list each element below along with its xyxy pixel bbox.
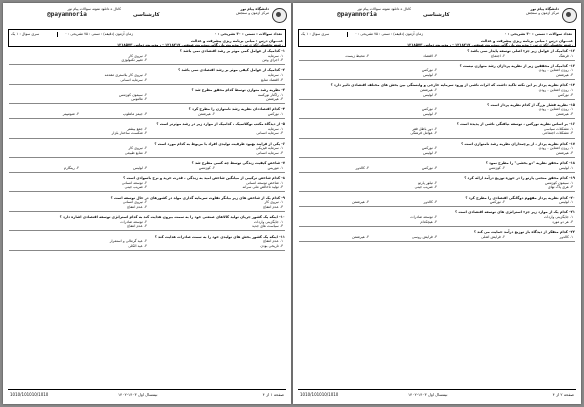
answer-option: ۱. روزن اشتاین - رودن bbox=[538, 146, 573, 151]
answer-option: ۴. تغییر تکنولوژی bbox=[121, 58, 147, 63]
question-divider bbox=[9, 157, 285, 158]
question-divider bbox=[299, 138, 575, 139]
answer-option: ۲. توسعه انسانی bbox=[121, 180, 147, 185]
exam-info-box bbox=[8, 29, 286, 47]
answer-option: ۳. اجرای ومن bbox=[262, 58, 283, 63]
university-logo-icon bbox=[272, 8, 287, 23]
page-footer bbox=[8, 389, 286, 400]
question-divider bbox=[299, 60, 575, 61]
answer-option: ۳. اقتصاد منابع bbox=[261, 77, 283, 82]
answer-option: ۲. تیلور پارتو bbox=[418, 180, 437, 185]
answer-options bbox=[299, 127, 575, 136]
question-item bbox=[9, 68, 285, 84]
exam-code: 1010/101010/1010 bbox=[10, 392, 49, 397]
course-field: رشته تحصیلی/کد درس : مدیریت بازرگانی،مدیریت صنعتی ۱۲۱۸۲۱۷ - ، مدیریت دولتی ۱۲۱۸۵۷۳ bbox=[406, 43, 573, 47]
answer-option: ۴. منابع طبیعی bbox=[124, 150, 147, 155]
question-item bbox=[9, 235, 285, 251]
question-text: ۱۸- کدام محقق نظریه "دو بخشی" را مطرح نمود ؟ bbox=[485, 161, 575, 166]
question-text: ۱- کدامیک از عوامل کمی موثر بر رشد اقتصادی نمی باشد ؟ bbox=[179, 49, 285, 53]
page-number: صفحه ۲ از ۴ bbox=[552, 392, 574, 397]
answer-option: ۴. مالتوس bbox=[131, 97, 147, 102]
answer-option: ۱. عدم انتفاع bbox=[263, 239, 283, 244]
answer-option: ۲. نورکس bbox=[421, 146, 437, 151]
question-divider bbox=[299, 157, 575, 158]
answer-option: ۱. نورکس bbox=[267, 112, 283, 116]
answer-option: ۱. شاخص توسعه انسانی bbox=[245, 180, 283, 185]
answer-option: ۳. تولید ناخالص ملی سرانه bbox=[242, 185, 283, 190]
answer-option: ۳. هر دو مورد bbox=[552, 219, 573, 224]
answer-options bbox=[299, 235, 575, 240]
university-block bbox=[485, 7, 575, 16]
answer-option: ۴. لوئیس bbox=[423, 150, 437, 155]
question-divider bbox=[9, 103, 285, 104]
question-item bbox=[299, 176, 575, 192]
question-divider bbox=[299, 191, 575, 192]
answer-options bbox=[9, 73, 285, 82]
question-text: ۵- از دیدگاه مکتب نوکلاسیک ، کدامیک از موارد زیر در رشد موثرتر است ؟ bbox=[156, 122, 285, 127]
answer-option: ۲. کوزنتس bbox=[198, 165, 215, 170]
answer-option: ۱. سرمایه فیزیکی bbox=[255, 146, 283, 151]
question-item bbox=[299, 142, 575, 158]
question-divider bbox=[9, 64, 285, 65]
answer-option: ۴. عید الکلی bbox=[128, 243, 147, 248]
question-divider bbox=[9, 230, 285, 231]
channel-branding bbox=[303, 7, 411, 18]
answer-option: ۱. موریس bbox=[267, 165, 283, 170]
question-item bbox=[9, 176, 285, 192]
question-divider bbox=[9, 211, 285, 212]
answer-option: ۲. عید گرمالی و استمرار bbox=[109, 239, 147, 244]
page-number: صفحه ۱ از ۴ bbox=[262, 392, 284, 397]
answer-options bbox=[9, 181, 285, 190]
answer-option: ۳. سرمایه انسانی bbox=[256, 131, 283, 136]
answer-options bbox=[9, 54, 285, 63]
semester: نیمسال اول ۱۴۰۳-۱۴۰۲ bbox=[408, 392, 448, 397]
question-text: ۱۴- کدام نظریه پرداز بر این نکته تاکید داشت که اثرات ناشی از ورود سرمایه خارجی و وابستگی بین بخش های مختلف اقتصادی تاثیر دارد ؟ bbox=[330, 83, 575, 88]
question-text: ۱۱- اینکه یک کشور بخش های تولیدی خود را به سمت صادرات هدایت کند ؟ bbox=[154, 234, 285, 239]
answer-option: ۱. سرمایه bbox=[267, 53, 283, 58]
question-text: ۲۱- کدام یک از موارد زیر جزء استراتژی های توسعه اقتصادی است ؟ bbox=[455, 210, 575, 215]
answer-options bbox=[9, 146, 285, 155]
question-item bbox=[299, 210, 575, 226]
question-divider bbox=[9, 191, 285, 192]
answer-options bbox=[9, 127, 285, 136]
answer-option: ۱. سرمایه bbox=[267, 126, 283, 131]
page-header bbox=[9, 7, 285, 27]
answer-option: ۲. جمع بیشتر bbox=[127, 126, 147, 131]
answer-option: ۲. هیرشمن bbox=[419, 87, 437, 92]
answer-option: ۴. هیچکدام bbox=[420, 219, 437, 224]
course-title: عنـــوان درس : مبانی برنامه ریزی پیشرفت و عدالت bbox=[480, 39, 573, 43]
answer-option: ۳. نورکس bbox=[421, 165, 437, 170]
question-list bbox=[9, 49, 285, 384]
answer-option: ۱. روزن اشتاین - رودن bbox=[538, 68, 573, 73]
answer-option: ۳. هیرشمن bbox=[265, 97, 283, 102]
degree-title: کارشناسی bbox=[133, 12, 160, 18]
answer-option: ۱. لوئیس bbox=[559, 165, 573, 170]
question-divider bbox=[299, 206, 575, 207]
answer-option: ۴. هیرشمن bbox=[351, 200, 369, 205]
answer-option: ۲. نورکس bbox=[421, 107, 437, 112]
answer-option: ۴. عدم انتفاع bbox=[127, 224, 147, 229]
answer-option: ۴. شکست ساختار بلزار bbox=[111, 131, 147, 136]
answer-option: ۱. لوئیس bbox=[559, 200, 573, 205]
exam-page-right bbox=[293, 3, 581, 404]
answer-option: ۲. توسعه صادرات bbox=[120, 219, 147, 224]
question-text: ۲۲- کدام متفکر از دیدگاه باز توزیع درآمد حمایت می کند ؟ bbox=[473, 229, 575, 234]
question-item bbox=[299, 83, 575, 99]
answer-option: ۱. فرهنگ bbox=[558, 53, 573, 58]
question-divider bbox=[299, 241, 575, 242]
answer-options bbox=[9, 112, 285, 117]
question-text: ۲۰- کدام نظریه پرداز مفهوم دوگانگی اقتصادی را مطرح کرد ؟ bbox=[465, 195, 575, 200]
question-divider bbox=[299, 172, 575, 173]
answer-option: ۴. شومپیتر bbox=[62, 112, 79, 116]
answer-option: ۴. سرمایه انسانی bbox=[120, 77, 147, 82]
question-item bbox=[299, 230, 575, 242]
question-divider bbox=[9, 118, 285, 119]
exam-code: 1010/101010/1010 bbox=[300, 392, 339, 397]
question-text: ۶- یکی از فرایند بهبود ظرفیت تولیدی افراد با مربوط به کدام مورد است ؟ bbox=[154, 141, 285, 146]
answer-options bbox=[299, 166, 575, 171]
question-item bbox=[9, 88, 285, 104]
question-item bbox=[9, 161, 285, 173]
answer-option: ۳. اقتصاد bbox=[423, 53, 437, 58]
answer-option: ۴. رینگارم bbox=[63, 165, 79, 170]
answer-option: ۴. لوئیس bbox=[423, 73, 437, 78]
question-divider bbox=[9, 138, 285, 139]
question-text: ۱۳- کدامیک از محققین زیر از نظریه پردازان رشد متوازن نیست ؟ bbox=[459, 63, 575, 68]
answer-option: ۱. روزن اشتاین - رودن bbox=[538, 87, 573, 92]
exam-info-box bbox=[298, 29, 576, 47]
university-name: دانشگاه پیام نور bbox=[240, 7, 269, 11]
answer-option: ۴. محیط زیست bbox=[345, 53, 369, 58]
answer-option: ۲. نیروی کار bbox=[128, 146, 147, 151]
course-field: رشته تحصیلی/کد درس : مدیریت بازرگانی،مدیریت صنعتی ۱۲۱۸۲۱۷ - ، مدیریت دولتی ۱۲۱۸۵۷۳ bbox=[116, 43, 283, 47]
question-text: ۱۰- اینکه یک کشور جریان تولید کالاهای صنعتی خود را به سمت بیرون هدایت کند به کدام استراتژی توسعه اقتصادی اشاره دارد ؟ bbox=[59, 215, 285, 220]
answer-option: ۳. کالدور bbox=[423, 200, 437, 205]
answer-options bbox=[9, 220, 285, 229]
answer-option: ۲. نیروی انسانی bbox=[122, 200, 147, 205]
answer-option: ۴. ضریب جینی bbox=[414, 185, 437, 190]
channel-branding bbox=[13, 7, 121, 18]
answer-option: ۲. دور باطل فقر bbox=[412, 126, 437, 131]
question-item bbox=[299, 122, 575, 138]
exam-duration: زمان آزمون (دقیقه) : تستی : ۷۵ تشریحی : ۰ bbox=[355, 32, 424, 36]
question-text: ۳- نظریه رشد متوازن توسط کدام محقق مطرح شد ؟ bbox=[191, 87, 285, 92]
channel-tagline: کانال ه دانلود نمونه سوالات پیام نور bbox=[67, 7, 121, 11]
answer-option: ۱. راگنار نورکسه bbox=[257, 92, 283, 97]
answer-option: ۴. لوئیس bbox=[423, 92, 437, 97]
question-text: ۴- کدام اقتصاددان نظریه رشد نامتوازن را مطرح کرد ؟ bbox=[188, 107, 285, 112]
answer-options bbox=[299, 54, 575, 59]
degree-title: کارشناسی bbox=[423, 12, 450, 18]
question-item bbox=[299, 196, 575, 208]
answer-option: ۴. هیرشمن bbox=[351, 234, 369, 239]
course-title: عنـــوان درس : مبانی برنامه ریزی پیشرفت و عدالت bbox=[190, 39, 283, 43]
answer-option: ۳. سیاست های جدید bbox=[251, 224, 283, 229]
question-item bbox=[299, 103, 575, 119]
question-item bbox=[299, 161, 575, 173]
university-name: دانشگاه پیام نور bbox=[530, 7, 559, 11]
answer-option: ۱. سرمایه bbox=[267, 73, 283, 78]
exam-page-left bbox=[3, 3, 291, 404]
semester: نیمسال اول ۱۴۰۳-۱۴۰۲ bbox=[118, 392, 158, 397]
answer-option: ۳. هری پاگ نهای bbox=[547, 185, 573, 190]
page-footer bbox=[298, 389, 576, 400]
question-item bbox=[9, 107, 285, 119]
question-text: ۱۹- کدام محقق منحنی پارتو را در حوزه توزیع درآمد ارائه کرد ؟ bbox=[464, 176, 575, 181]
answer-option: ۱. روزن اشتاین - رودن bbox=[538, 107, 573, 112]
answer-option: ۴. عدم انتفاع bbox=[127, 204, 147, 209]
question-text: ۷- شاخص کیفیت زندگی توسط چه کسی مطرح شد ؟ bbox=[191, 161, 285, 166]
answer-option: ۳. سرمایه انسانی bbox=[256, 150, 283, 155]
question-series: سری سوال : ۱ یک bbox=[11, 32, 58, 37]
channel-handle[interactable]: @payamnoria bbox=[47, 11, 87, 19]
answer-option: ۱. کالدور bbox=[559, 234, 573, 239]
exam-duration: زمان آزمون (دقیقه) : تستی : ۷۵ تشریحی : ۰ bbox=[65, 32, 134, 36]
question-series: سری سوال : ۱ یک bbox=[301, 32, 348, 37]
question-item bbox=[9, 142, 285, 158]
answer-option: ۲. نورکس bbox=[489, 200, 505, 205]
answer-option: ۲. نیروی کار بلاستری مقدمه bbox=[104, 73, 147, 78]
question-item bbox=[299, 49, 575, 61]
answer-option: ۳. هیرشمن bbox=[555, 73, 573, 78]
answer-options bbox=[9, 93, 285, 102]
answer-option: ۳. عدم انتفاع bbox=[263, 204, 283, 209]
answer-option: ۲. فرایش اشلی bbox=[481, 234, 505, 239]
answer-option: ۱. جایگزینی واردات bbox=[543, 215, 573, 220]
question-text: ۱۲- کدامیک از عوامل زیر جزء اصلی توسعه پایدار نمی باشد ؟ bbox=[467, 49, 575, 53]
question-item bbox=[9, 122, 285, 138]
answer-option: ۳. هیرشمن bbox=[555, 150, 573, 155]
question-list bbox=[299, 49, 575, 384]
answer-option: ۲. نورکس bbox=[421, 68, 437, 73]
answer-options bbox=[299, 146, 575, 155]
question-text: ۱۵- نظریه فشار بزرگ از کدام نظریه پرداز است ؟ bbox=[487, 102, 575, 107]
question-divider bbox=[299, 99, 575, 100]
question-item bbox=[9, 196, 285, 212]
question-text: ۹- کدام یک از شاخص های زیر بیانگر تفاوت سرمایه گذاری مولد در کشورهای در حال توسعه است ؟ bbox=[110, 195, 285, 200]
answer-option: ۳. هیرشمن bbox=[555, 112, 573, 116]
channel-handle[interactable]: @payamnoria bbox=[337, 11, 377, 19]
question-item bbox=[9, 49, 285, 65]
answer-option: ۳. مشکلات اجتماعی bbox=[542, 131, 573, 136]
answer-options bbox=[9, 239, 285, 248]
channel-tagline: کانال ه دانلود نمونه سوالات پیام نور bbox=[357, 7, 411, 11]
university-block bbox=[195, 7, 285, 16]
answer-option: ۱. نیروی کار bbox=[264, 200, 283, 205]
answer-option: ۲. نیروی کار bbox=[128, 53, 147, 58]
answer-options bbox=[299, 88, 575, 97]
exam-center-name: مرکز آزمون و سنجش bbox=[526, 11, 559, 16]
question-divider bbox=[299, 118, 575, 119]
answer-options bbox=[299, 200, 575, 205]
answer-option: ۳. نورکس bbox=[557, 92, 573, 97]
answer-options bbox=[299, 215, 575, 224]
answer-options bbox=[9, 166, 285, 171]
answer-option: ۱. مشکلات سیاسی bbox=[543, 126, 573, 131]
answer-options bbox=[299, 68, 575, 77]
question-text: ۱۷- کدام نظریه پرداز ، از پرچمداران نظریه رشد نامتوازن است ؟ bbox=[461, 141, 575, 146]
answer-options bbox=[299, 107, 575, 116]
question-counts: تعداد سوالات : تستی : ۳۰ تشریحی : ۰ bbox=[214, 32, 282, 36]
answer-option: ۳. لوئیس bbox=[133, 165, 147, 170]
answer-option: ۳. فرایش روسی bbox=[411, 234, 437, 239]
university-logo-icon bbox=[562, 8, 577, 23]
question-item bbox=[9, 215, 285, 231]
answer-option: ۲. سیمون کوزنتس bbox=[118, 92, 147, 97]
answer-option: ۲. توسعه صادرات bbox=[410, 215, 437, 220]
question-text: ۱۶- بر اساس نظریه نورکس ، توسعه نیافتگی ناشی از پدیده است ؟ bbox=[456, 122, 575, 127]
question-item bbox=[299, 64, 575, 80]
page-header bbox=[299, 7, 575, 27]
answer-option: ۳. جیمز ماهلوپ bbox=[122, 112, 147, 116]
answer-option: ۱. جایگزینی واردات bbox=[253, 219, 283, 224]
answer-option: ۲. کوزنتس bbox=[488, 165, 505, 170]
question-divider bbox=[299, 226, 575, 227]
question-text: ۲- کدامیک از عوامل کیفی موثر بر رشد اقتصادی نمی باشد ؟ bbox=[178, 68, 285, 73]
question-divider bbox=[9, 84, 285, 85]
question-divider bbox=[299, 79, 575, 80]
answer-option: ۲. اجتماع bbox=[491, 53, 505, 58]
answer-option: ۴. کالدور bbox=[355, 165, 369, 170]
question-text: ۸- کدام شاخص ترکیبی از میانگین شاخص امید به زندگی ، قدرت خرید و نرخ باسوادی است ؟ bbox=[123, 176, 285, 181]
answer-option: ۴. عوامل فرهنگی bbox=[410, 131, 437, 136]
question-divider bbox=[9, 250, 285, 251]
answer-option: ۳. تاریخی بودن bbox=[260, 243, 283, 248]
exam-center-name: مرکز آزمون و سنجش bbox=[236, 11, 269, 16]
answer-option: ۴. لوئیس bbox=[423, 112, 437, 116]
question-divider bbox=[9, 172, 285, 173]
answer-option: ۴. ضریب جینی bbox=[124, 185, 147, 190]
answer-option: ۲. هیرشمن bbox=[197, 112, 215, 116]
answer-options bbox=[9, 200, 285, 209]
answer-options bbox=[299, 181, 575, 190]
answer-option: ۱. سیمون کوزنتس bbox=[544, 180, 573, 185]
question-counts: تعداد سوالات : تستی : ۳۰ تشریحی : ۰ bbox=[504, 32, 572, 36]
